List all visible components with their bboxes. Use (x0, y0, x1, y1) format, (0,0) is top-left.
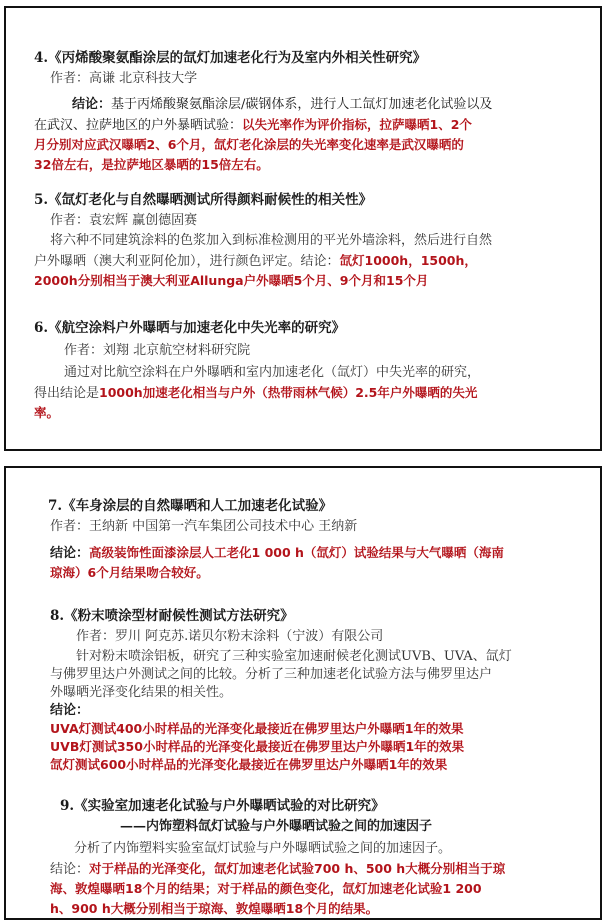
section-9-conclusion-line-3: h、900 h大概分别相当于琼海、敦煌曝晒18个月的结果。 (50, 901, 379, 916)
section-9-subtitle: ——内饰塑料氙灯试验与户外曝晒试验之间的加速因子 (120, 819, 433, 834)
conclusion-text: 在武汉、拉萨地区的户外暴晒试验： (34, 118, 243, 133)
conclusion-highlight: 对于样品的光泽变化，氙灯加速老化试验700 h、500 h大概分别相当于琼 (89, 861, 506, 876)
section-4-author: 作者：高谦 北京科技大学 (50, 71, 198, 86)
section-8-body-line-1: 针对粉末喷涂铝板，研究了三种实验室加速耐候老化测试UVB、UVA、氙灯 (76, 649, 512, 664)
section-7-conclusion-line-1 (50, 544, 504, 562)
section-6-body-line-2 (34, 384, 477, 402)
conclusion-label: 结论： (72, 97, 112, 112)
conclusion-highlight: 以失光率作为评价指标，拉萨曝晒1、2个 (242, 117, 472, 132)
body-text: 户外曝晒（澳大利亚阿伦加），进行颜色评定。结论： (34, 254, 340, 269)
section-6-title: 6.《航空涂料户外曝晒与加速老化中失光率的研究》 (34, 320, 346, 336)
section-7-conclusion-line-2: 琼海）6个月结果吻合较好。 (50, 565, 209, 580)
document-panel-2 (4, 466, 602, 920)
section-5-body-line-3: 2000h分别相当于澳大利亚Allunga户外曝晒5个月、9个月和15个月 (34, 273, 429, 288)
conclusion-highlight: 高级装饰性面漆涂层人工老化1 000 h（氙灯）试验结果与大气曝晒（海南 (89, 545, 504, 560)
section-9-conclusion-line-1 (50, 860, 505, 878)
section-9-conclusion-line-2: 海、敦煌曝晒18个月的结果；对于样品的颜色变化，氙灯加速老化试验1 200 (50, 881, 482, 896)
section-4-conclusion-line-3: 月分别对应武汉曝晒2、6个月，氙灯老化涂层的失光率变化速率是武汉曝晒的 (34, 137, 464, 152)
conclusion-highlight: 氙灯1000h，1500h， (339, 253, 477, 268)
section-8-body-line-2: 与佛罗里达户外测试之间的比较。分析了三种加速老化试验方法与佛罗里达户 (50, 667, 493, 682)
section-8-result-uvb: UVB灯测试350小时样品的光泽变化最接近在佛罗里达户外曝晒1年的效果 (50, 739, 465, 754)
conclusion-label: 结论： (50, 546, 90, 561)
section-9-body-line-1: 分析了内饰塑料实验室氙灯试验与户外曝晒试验之间的加速因子。 (74, 841, 452, 856)
section-8-result-uva: UVA灯测试400小时样品的光泽变化最接近在佛罗里达户外曝晒1年的效果 (50, 721, 464, 736)
conclusion-highlight: 1000h加速老化相当与户外（热带雨林气候）2.5年户外曝晒的失光 (99, 385, 478, 400)
section-9-title: 9.《实验室加速老化试验与户外曝晒试验的对比研究》 (60, 798, 385, 814)
section-5-body-line-1: 将六种不同建筑涂料的色浆加入到标准检测用的平光外墙涂料，然后进行自然 (50, 233, 493, 248)
section-5-title: 5.《氙灯老化与自然曝晒测试所得颜料耐候性的相关性》 (34, 192, 373, 208)
section-4-conclusion-line-4: 32倍左右，是拉萨地区暴晒的15倍左右。 (34, 157, 269, 172)
section-7-author: 作者：王纳新 中国第一汽车集团公司技术中心 王纳新 (50, 519, 358, 534)
section-6-body-line-1: 通过对比航空涂料在户外曝晒和室内加速老化（氙灯）中失光率的研究， (64, 365, 481, 380)
section-6-body-line-3: 率。 (34, 405, 60, 420)
section-8-conclusion-label: 结论： (50, 703, 90, 718)
section-4-title: 4.《丙烯酸聚氨酯涂层的氙灯加速老化行为及室内外相关性研究》 (34, 50, 427, 66)
conclusion-label: 结论： (50, 862, 90, 877)
section-8-author: 作者：罗川 阿克苏.诺贝尔粉末涂料（宁波）有限公司 (76, 629, 384, 644)
body-text: 得出结论是 (34, 386, 100, 401)
section-5-body-line-2 (34, 252, 477, 270)
section-8-title: 8.《粉末喷涂型材耐候性测试方法研究》 (50, 608, 294, 624)
conclusion-text: 基于丙烯酸聚氨酯涂层/碳钢体系，进行人工氙灯加速老化试验以及 (111, 97, 493, 112)
document-panel-1 (4, 6, 602, 451)
section-8-body-line-3: 外曝晒光泽变化结果的相关性。 (50, 685, 233, 700)
section-4-conclusion-line-2 (34, 116, 472, 134)
section-8-result-xenon: 氙灯测试600小时样品的光泽变化最接近在佛罗里达户外曝晒1年的效果 (50, 757, 448, 772)
section-4-conclusion-line-1 (72, 96, 492, 113)
section-6-author: 作者：刘翔 北京航空材料研究院 (64, 343, 251, 358)
section-7-title: 7.《车身涂层的自然曝晒和人工加速老化试验》 (48, 498, 333, 514)
section-5-author: 作者：袁宏辉 赢创德固赛 (50, 213, 198, 228)
